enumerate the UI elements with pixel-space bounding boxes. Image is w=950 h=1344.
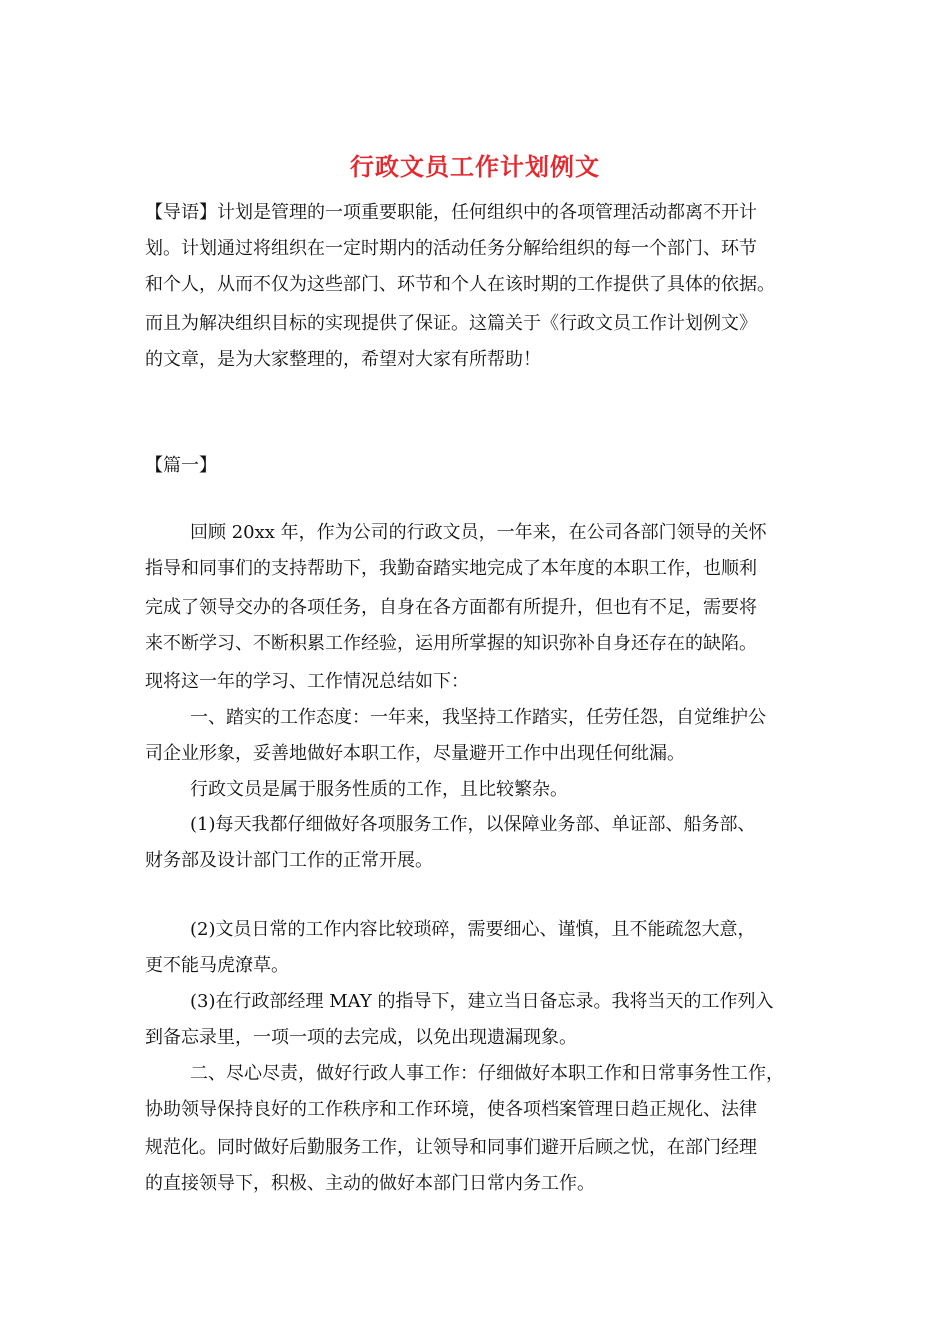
- body-line: 司企业形象，妥善地做好本职工作，尽量避开工作中出现任何纰漏。: [145, 743, 685, 764]
- document-title: 行政文员工作计划例文: [350, 152, 600, 181]
- body-line: 来不断学习、不断积累工作经验，运用所掌握的知识弥补自身还存在的缺陷。: [145, 633, 757, 654]
- body-line: 完成了领导交办的各项任务，自身在各方面都有所提升，但也有不足，需要将: [145, 597, 757, 618]
- body-line: (3)在行政部经理 MAY 的指导下，建立当日备忘录。我将当天的工作列入: [190, 991, 774, 1012]
- body-line: (2)文员日常的工作内容比较琐碎，需要细心、谨慎，且不能疏忽大意，: [190, 919, 756, 940]
- intro-line: 和个人，从而不仅为这些部门、环节和个人在该时期的工作提供了具体的依据。: [145, 274, 775, 295]
- intro-line: 划。计划通过将组织在一定时期内的活动任务分解给组织的每一个部门、环节: [145, 238, 757, 259]
- body-line: 更不能马虎潦草。: [145, 955, 289, 976]
- body-line: (1)每天我都仔细做好各项服务工作，以保障业务部、单证部、船务部、: [190, 814, 756, 835]
- body-line: 行政文员是属于服务性质的工作，且比较繁杂。: [190, 779, 568, 800]
- body-line: 的直接领导下，积极、主动的做好本部门日常内务工作。: [145, 1173, 595, 1194]
- intro-line: 【导语】计划是管理的一项重要职能，任何组织中的各项管理活动都离不开计: [145, 202, 757, 223]
- body-line: 财务部及设计部门工作的正常开展。: [145, 850, 433, 871]
- body-line: 协助领导保持良好的工作秩序和工作环境，使各项档案管理日趋正规化、法律: [145, 1099, 757, 1120]
- body-line: 规范化。同时做好后勤服务工作，让领导和同事们避开后顾之忧，在部门经理: [145, 1137, 757, 1158]
- body-line: 现将这一年的学习、工作情况总结如下：: [145, 671, 469, 692]
- body-line: 指导和同事们的支持帮助下，我勤奋踏实地完成了本年度的本职工作，也顺利: [145, 558, 757, 579]
- section-heading: 【篇一】: [145, 455, 217, 476]
- body-line: 到备忘录里，一项一项的去完成，以免出现遗漏现象。: [145, 1027, 577, 1048]
- intro-line: 而且为解决组织目标的实现提供了保证。这篇关于《行政文员工作计划例文》: [145, 313, 757, 334]
- intro-line: 的文章，是为大家整理的，希望对大家有所帮助！: [145, 349, 541, 370]
- body-line: 一、踏实的工作态度：一年来，我坚持工作踏实，任劳任怨，自觉维护公: [190, 707, 766, 728]
- body-line: 回顾 20xx 年，作为公司的行政文员，一年来，在公司各部门领导的关怀: [190, 522, 767, 543]
- body-line: 二、尽心尽责，做好行政人事工作：仔细做好本职工作和日常事务性工作，: [190, 1063, 784, 1084]
